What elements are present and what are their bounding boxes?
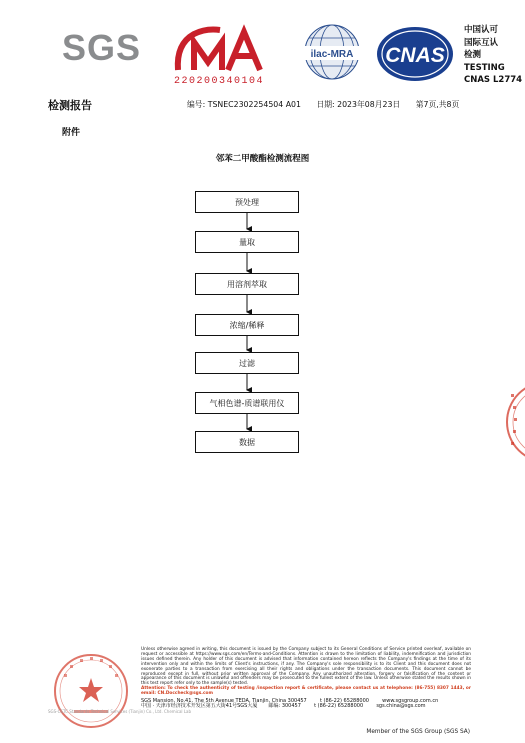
report-date: 日期: 2023年08月23日 bbox=[316, 100, 401, 109]
flow-step-data: 数据 bbox=[195, 431, 299, 453]
legal-disclaimer bbox=[141, 648, 471, 709]
cnas-accreditation-text: 中国认可 国际互认 检测 TESTING CNAS L2774 bbox=[464, 25, 523, 85]
page-indicator: 第7页,共8页 bbox=[415, 100, 460, 109]
flow-step-solvent-extraction: 用溶剂萃取 bbox=[195, 273, 299, 295]
legal-text: Unless otherwise agreed in writing, this document is issued by the Company subject to its General Conditions of Service printed overleaf, available on request or accessible at https://www.sgs.com/en/Terms-and-Conditions. Attention is drawn to the limitation of liability, indemnification and jurisdiction issues defined therein. Any holder of this document is advised that information contained hereon reflects the Company's findings at the time of its intervention only and within the limits of Client's instructions, if any. The Company's sole responsibility is to its Client and this document does not exonerate parties to a transaction from exercising all their rights and obligations under the transaction documents. This document cannot be reproduced except in full, without prior written approval of the Company. Any unauthorized alteration, forgery or falsification of the content or appearance of this document is unlawful and offenders may be prosecuted to the fullest extent of the law. Unless otherwise stated the results shown in this test report refer only to the sample(s) tested. bbox=[141, 647, 471, 687]
flowchart-title: 邻苯二甲酸酯检测流程图 bbox=[215, 154, 310, 164]
svg-text:CNAS: CNAS bbox=[385, 44, 445, 67]
flow-step-pretreatment: 预处理 bbox=[195, 191, 299, 213]
edge-seal-stamp bbox=[505, 372, 525, 472]
address-cn-line: 中国 · 天津市经济技术开发区第五大街41号SGS大厦 邮编: 300457 t (86-22) 65288000 sgs.china@sgs.com bbox=[141, 702, 426, 709]
sgs-group-membership: Member of the SGS Group (SGS SA) bbox=[366, 729, 470, 735]
flow-step-filter: 过滤 bbox=[195, 352, 299, 374]
cma-certificate-number: 220200340104 bbox=[173, 76, 264, 87]
company-seal-stamp bbox=[52, 652, 130, 730]
cnas-logo bbox=[376, 25, 454, 83]
sgs-logo: SGS bbox=[62, 27, 142, 68]
flow-step-measure: 量取 bbox=[195, 231, 299, 253]
report-number: 编号: TSNEC2302254504 A01 bbox=[187, 100, 301, 109]
authenticity-notice: Attention: To check the authenticity of testing /inspection report & certificate, please contact us at telephone: (86-755) 8307 1443, or email: CN.Doccheck@sgs.com bbox=[141, 686, 471, 697]
report-meta bbox=[187, 99, 472, 110]
ilac-mra-logo bbox=[298, 22, 366, 82]
report-title: 检测报告 bbox=[48, 99, 92, 112]
seal-caption: SGS-CSTC Standards Technical Services (Tianjin) Co., Ltd. Chemical Lab bbox=[48, 709, 192, 714]
svg-text:ilac-MRA: ilac-MRA bbox=[310, 49, 354, 60]
flow-step-concentrate-dilute: 浓缩/稀释 bbox=[195, 314, 299, 336]
flow-step-gc-ms: 气相色谱-质谱联用仪 bbox=[195, 392, 299, 414]
address-en-line: SGS Mansion, No.41, The 5th Avenue TEDA, Tianjin, China 300457 t (86-22) 65288000 www.sgsgroup.com.cn bbox=[141, 698, 439, 705]
appendix-label: 附件 bbox=[62, 128, 81, 138]
